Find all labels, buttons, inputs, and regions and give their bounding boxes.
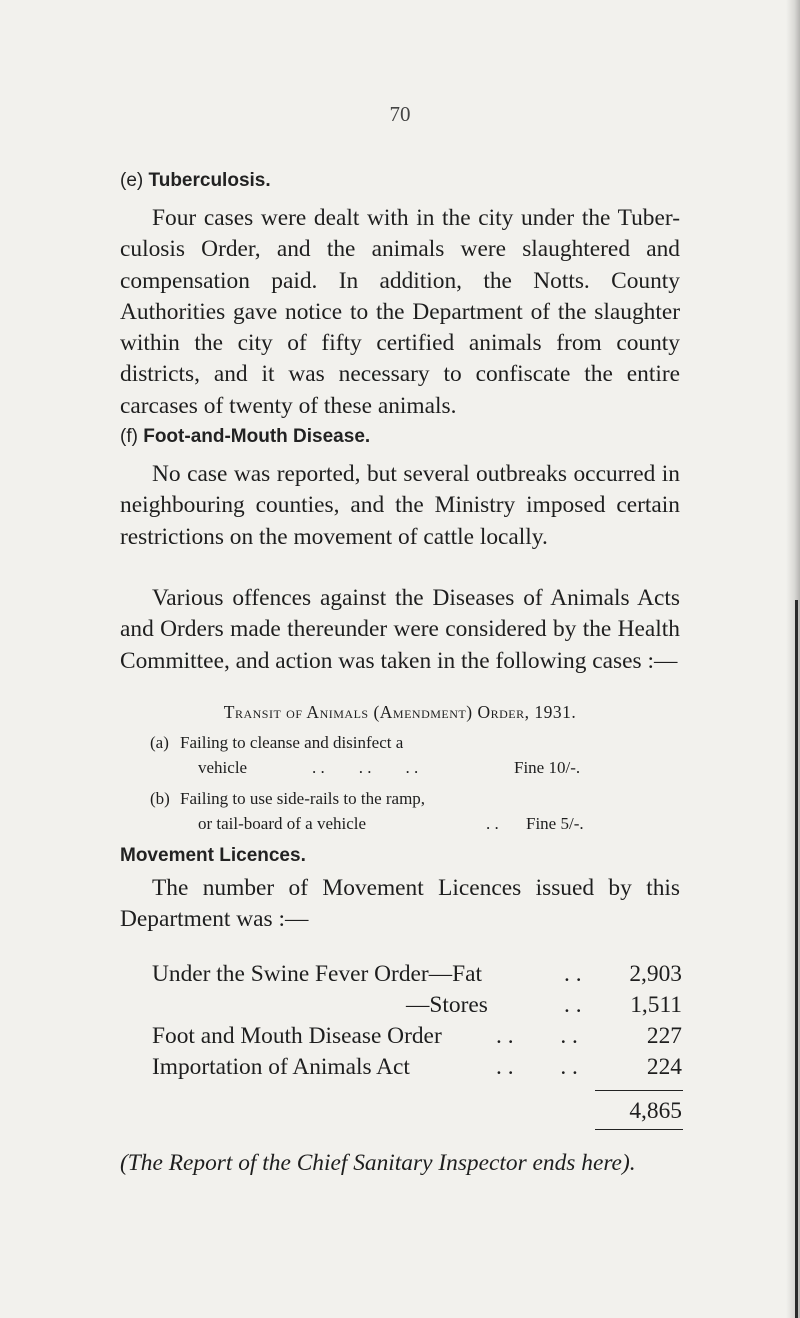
offence-a-label: (a) <box>150 733 169 752</box>
page-number: 70 <box>389 102 411 126</box>
offence-a-leader: . . . . . . <box>312 758 419 777</box>
total-rule-bottom <box>595 1129 683 1130</box>
section-f-title: Foot-and-Mouth Disease. <box>143 426 371 447</box>
movement-total-row <box>152 1096 682 1126</box>
movement-row-value: 227 <box>646 1023 682 1049</box>
offence-b-fine: Fine 5/-. <box>526 814 584 833</box>
section-f-paragraph-2-text: Various offences against the Diseases of Animals Acts and Orders made thereunder were considered by the Health Committee, and action was taken in the following cases :— <box>120 585 680 674</box>
movement-row-value: 1,511 <box>630 992 682 1018</box>
movement-row <box>152 959 682 989</box>
offence-a-line2: vehicle <box>198 758 248 777</box>
movement-row-leader: . . <box>564 992 582 1018</box>
section-e-title: Tuberculosis. <box>148 170 271 191</box>
movement-intro <box>120 873 680 936</box>
offence-a <box>150 730 690 780</box>
section-f-letter: (f) <box>120 426 138 447</box>
movement-intro-text: The number of Movement Licences issued by this Department was :— <box>120 875 680 933</box>
section-e-paragraph <box>120 203 680 422</box>
offence-b-line2: or tail-board of a vehicle <box>198 814 367 833</box>
movement-total: 4,865 <box>629 1098 682 1124</box>
movement-heading: Movement Licences. <box>120 845 306 866</box>
movement-row-label: —Stores <box>406 992 488 1018</box>
section-f-paragraph-1-text: No case was reported, but several outbreaks occurred in neighbouring counties, and the Ministry imposed certain restrictions on the movement of cattle locally. <box>120 461 680 550</box>
section-f-heading <box>120 426 370 448</box>
closing-note: (The Report of the Chief Sanitary Inspector ends here). <box>120 1150 636 1176</box>
order-heading: Transit of Animals (Amendment) Order, 1931. <box>223 702 577 722</box>
movement-row <box>152 1052 682 1082</box>
movement-row-leader: . . <box>564 961 582 987</box>
section-e-heading <box>120 170 271 192</box>
movement-row-value: 224 <box>646 1054 682 1080</box>
movement-row-leader: . . . . <box>496 1054 578 1080</box>
offence-a-fine: Fine 10/-. <box>514 758 581 777</box>
offence-b-line1: Failing to use side-rails to the ramp, <box>180 789 426 808</box>
offence-b-label: (b) <box>150 789 170 808</box>
offence-b-leader: . . <box>486 814 499 833</box>
movement-row <box>152 1021 682 1051</box>
offence-b <box>150 786 690 836</box>
movement-row-label: Under the Swine Fever Order—Fat <box>152 961 482 987</box>
section-e-paragraph-text: Four cases were dealt with in the city under the Tuber-culosis Order, and the animals were slaughtered and compensation paid. In addition, the Notts. County Authorities gave notice to the Department of the slaughter within the city of fifty certified animals from county districts, and it was necessary to confiscate the entire carcases of twenty of these animals. <box>120 205 680 419</box>
offence-a-line1: Failing to cleanse and disinfect a <box>180 733 404 752</box>
section-e-letter: (e) <box>120 170 144 191</box>
section-f-paragraph-2 <box>120 583 680 677</box>
section-f-paragraph-1 <box>120 459 680 553</box>
total-rule-top <box>595 1090 683 1091</box>
movement-row-label: Importation of Animals Act <box>152 1054 410 1080</box>
movement-row-label: Foot and Mouth Disease Order <box>152 1023 442 1049</box>
movement-row-leader: . . . . <box>496 1023 578 1049</box>
movement-row <box>152 990 682 1020</box>
movement-row-value: 2,903 <box>629 961 682 987</box>
